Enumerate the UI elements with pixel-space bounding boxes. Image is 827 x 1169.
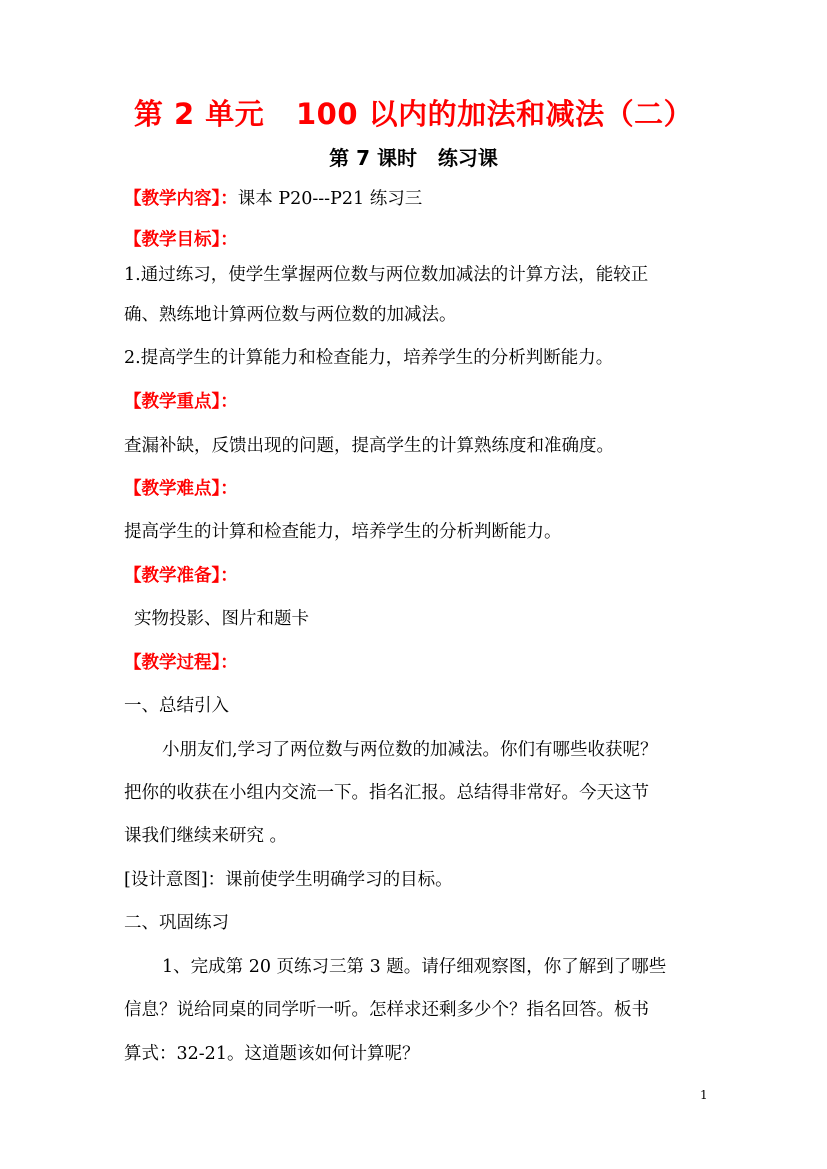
section-summary-intro: 一、总结引入 xyxy=(124,696,229,716)
design-intent-note: [设计意图]：课前使学生明确学习的目标。 xyxy=(124,870,453,890)
paragraph1-line3: 课我们继续来研究 。 xyxy=(124,826,288,846)
label-key-points: 【教学重点】： xyxy=(124,392,238,412)
label-content: 【教学内容】： xyxy=(124,189,238,209)
goal1-line2: 确、熟练地计算两位数与两位数的加减法。 xyxy=(124,305,457,325)
paragraph1-line2: 把你的收获在小组内交流一下。指名汇报。总结得非常好。今天这节 xyxy=(124,783,649,803)
content-row xyxy=(124,185,422,210)
goal1-line1: 1.通过练习，使学生掌握两位数与两位数加减法的计算方法，能较正 xyxy=(124,265,649,285)
preparation-text: 实物投影、图片和题卡 xyxy=(134,609,309,629)
label-process: 【教学过程】： xyxy=(124,653,238,673)
section-consolidation: 二、巩固练习 xyxy=(124,913,229,933)
paragraph2-line3: 算式：32-21。这道题该如何计算呢？ xyxy=(124,1044,420,1064)
difficult-points-text: 提高学生的计算和检查能力，培养学生的分析判断能力。 xyxy=(124,522,562,542)
paragraph2-line2: 信息？说给同桌的同学听一听。怎样求还剩多少个？指名回答。板书 xyxy=(124,1000,649,1020)
key-points-text: 查漏补缺，反馈出现的问题，提高学生的计算熟练度和准确度。 xyxy=(124,436,614,456)
goal2: 2.提高学生的计算能力和检查能力，培养学生的分析判断能力。 xyxy=(124,348,614,368)
label-difficult-points: 【教学难点】： xyxy=(124,479,238,499)
document-title: 第 2 单元 100 以内的加法和减法（二） xyxy=(133,97,694,131)
page-number: 1 xyxy=(700,1088,708,1102)
content-text: 课本 P20---P21 练习三 xyxy=(237,189,423,209)
lesson-subtitle: 第 7 课时 练习课 xyxy=(329,146,498,170)
label-preparation: 【教学准备】： xyxy=(124,566,238,586)
paragraph2-line1: 1、完成第 20 页练习三第 3 题。请仔细观察图，你了解到了哪些 xyxy=(162,957,667,977)
label-goals: 【教学目标】： xyxy=(124,230,238,250)
paragraph1-line1: 小朋友们,学习了两位数与两位数的加减法。你们有哪些收获呢？ xyxy=(162,740,658,760)
